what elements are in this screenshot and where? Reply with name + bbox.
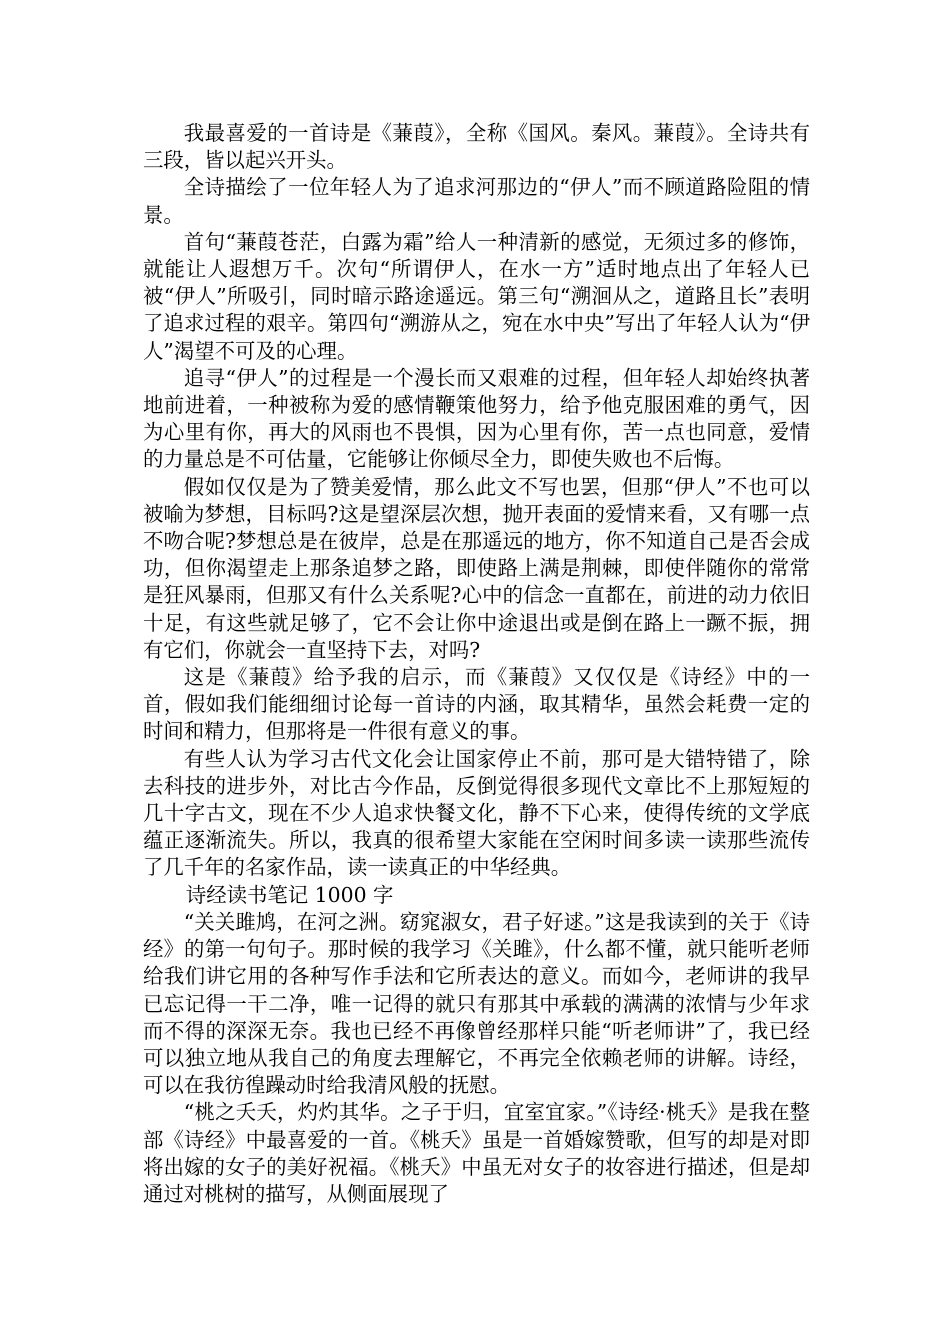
paragraph-line-analysis: 首句“蒹葭苍茫，白露为霜”给人一种清新的感觉，无须过多的修饰，就能让人遐想万千。次句“所谓伊人，在水一方”适时地点出了年轻人已被“伊人”所吸引，同时暗示路途遥远。第三句“溯洄从之，道路且长”表明了追求过程的艰辛。第四句“溯游从之，宛在水中央”写出了年轻人认为“伊人”渴望不可及的心理。 (143, 229, 810, 363)
section-title: 诗经读书笔记 1000 字 (185, 882, 394, 907)
document-page (143, 120, 810, 1208)
paragraph-inspiration: 这是《蒹葭》给予我的启示，而《蒹葭》又仅仅是《诗经》中的一首，假如我们能细细讨论每一首诗的内涵，取其精华，虽然会耗费一定的时间和精力，但那将是一件很有意义的事。 (143, 665, 810, 744)
paragraph-guanju: “关关雎鸠，在河之洲。窈窕淑女，君子好逑。”这是我读到的关于《诗经》的第一句句子。那时候的我学习《关雎》，什么都不懂，就只能听老师给我们讲它用的各种写作手法和它所表达的意义。而如今，老师讲的我早已忘记得一干二净，唯一记得的就只有那其中承载的满满的浓情与少年求而不得的深深无奈。我也已经不再像曾经那样只能“听老师讲”了，我已经可以独立地从我自己的角度去理解它，不再完全依赖老师的讲解。诗经，可以在我彷徨躁动时给我清风般的抚慰。 (143, 909, 810, 1098)
paragraph-pursuit: 追寻“伊人”的过程是一个漫长而又艰难的过程，但年轻人却始终执著地前进着，一种被称为爱的感情鞭策他努力，给予他克服困难的勇气，因为心里有你，再大的风雨也不畏惧，因为心里有你，苦一点也同意，爱情的力量总是不可估量，它能够让你倾尽全力，即使失败也不后悔。 (143, 365, 810, 472)
paragraph-taoyao: “桃之夭夭，灼灼其华。之子于归，宜室宜家。”《诗经·桃夭》是我在整部《诗经》中最喜爱的一首。《桃夭》虽是一首婚嫁赞歌，但写的却是对即将出嫁的女子的美好祝福。《桃夭》中虽无对女子的妆容进行描述，但是却通过对桃树的描写，从侧面展现了 (143, 1100, 810, 1206)
paragraph-summary: 全诗描绘了一位年轻人为了追求河那边的“伊人”而不顾道路险阻的情景。 (143, 175, 810, 227)
paragraph-culture: 有些人认为学习古代文化会让国家停止不前，那可是大错特错了，除去科技的进步外，对比古今作品，反倒觉得很多现代文章比不上那短短的几十字古文，现在不少人追求快餐文化，静不下心来，使得传统的文学底蕴正逐渐流失。所以，我真的很希望大家能在空闲时间多读一读那些流传了几千年的名家作品，读一读真正的中华经典。 (143, 746, 810, 880)
paragraph-dream: 假如仅仅是为了赞美爱情，那么此文不写也罢，但那“伊人”不也可以被喻为梦想，目标吗?这是望深层次想，抛开表面的爱情来看，又有哪一点不吻合呢?梦想总是在彼岸，总是在那遥远的地方，你不知道自己是否会成功，但你渴望走上那条追梦之路，即使路上满是荆棘，即使伴随你的常常是狂风暴雨，但那又有什么关系呢?心中的信念一直都在，前进的动力依旧十足，有这些就足够了，它不会让你中途退出或是倒在路上一蹶不振，拥有它们，你就会一直坚持下去，对吗? (143, 474, 810, 662)
paragraph-intro: 我最喜爱的一首诗是《蒹葭》，全称《国风。秦风。蒹葭》。全诗共有三段，皆以起兴开头。 (143, 121, 810, 173)
